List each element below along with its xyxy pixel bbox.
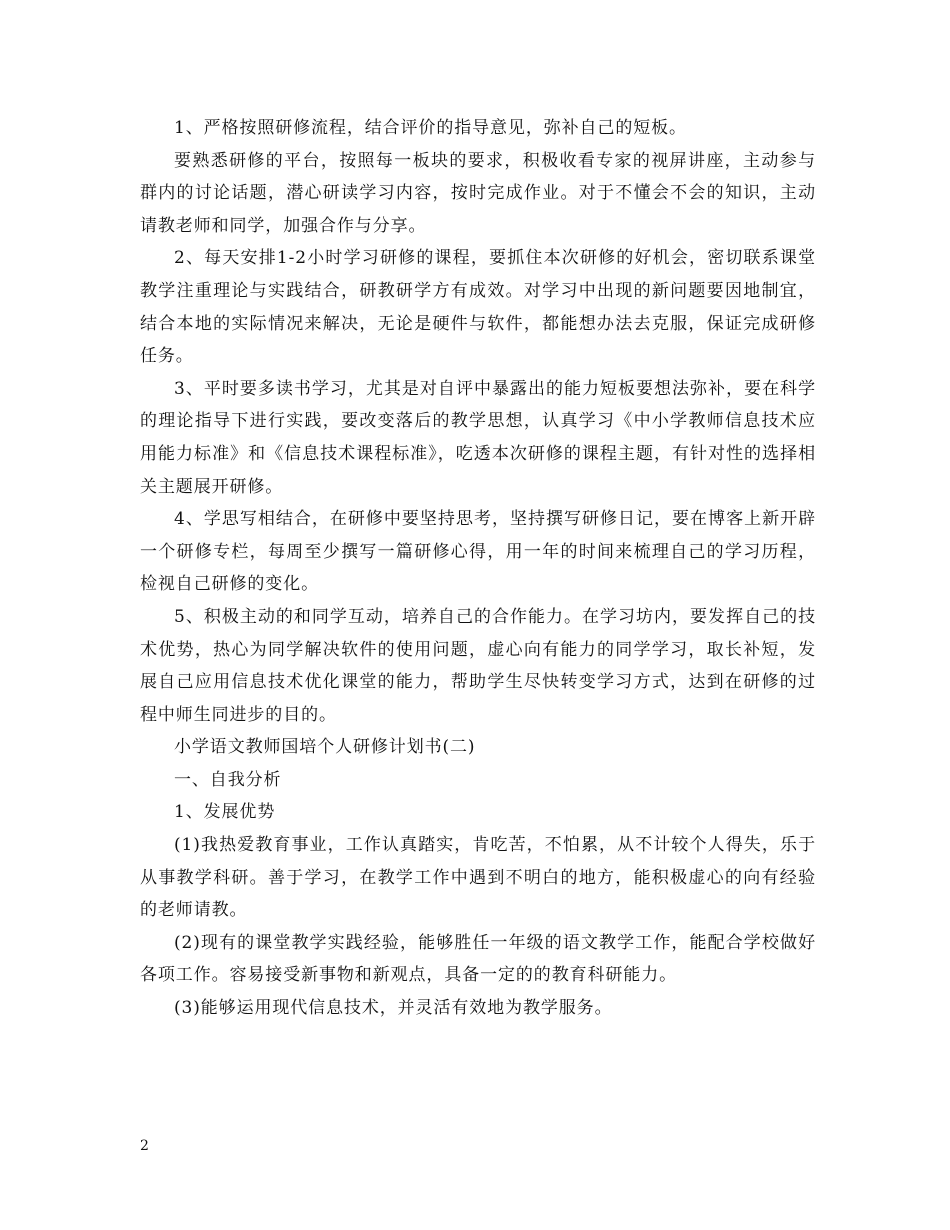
paragraph-study-process: 1、严格按照研修流程，结合评价的指导意见，弥补自己的短板。 [174, 118, 687, 138]
paragraph-reflection-writing: 4、学思写相结合，在研修中要坚持思考，坚持撰写研修日记，要在博客上新开辟一个研修专栏，每周至少撰写一篇研修心得，用一年的时间来梳理自己的学习历程，检视自己研修的变化。 [140, 509, 816, 595]
paragraph-platform-familiarity: 要熟悉研修的平台，按照每一板块的要求，积极收看专家的视屏讲座，主动参与群内的讨论话题，潜心研读学习内容，按时完成作业。对于不懂会不会的知识，主动请教老师和同学，加强合作与分享。 [140, 150, 816, 236]
paragraph-advantage-3: (3)能够运用现代信息技术，并灵活有效地为教学服务。 [174, 998, 613, 1019]
heading-development-advantages: 1、发展优势 [174, 802, 276, 823]
paragraph-reading-study: 3、平时要多读书学习，尤其是对自评中暴露出的能力短板要想法弥补，要在科学的理论指导下进行实践，要改变落后的教学思想，认真学习《中小学教师信息技术应用能力标准》和《信息技术课程标准》，吃透本次研修的课程主题，有针对性的选择相关主题展开研修。 [140, 378, 816, 497]
heading-self-analysis: 一、自我分析 [174, 769, 282, 790]
section-title: 小学语文教师国培个人研修计划书(二) [174, 737, 476, 758]
paragraph-daily-schedule: 2、每天安排1-2小时学习研修的课程，要抓住本次研修的好机会，密切联系课堂教学注重理论与实践结合，研教研学方有成效。对学习中出现的新问题要因地制宜，结合本地的实际情况来解决，无论是硬件与软件，都能想办法去克服，保证完成研修任务。 [140, 248, 816, 367]
document-body [140, 112, 816, 1025]
page-number: 2 [140, 1138, 149, 1154]
paragraph-peer-interaction: 5、积极主动的和同学互动，培养自己的合作能力。在学习坊内，要发挥自己的技术优势，热心为同学解决软件的使用问题，虚心向有能力的同学学习，取长补短，发展自己应用信息技术优化课堂的能力，帮助学生尽快转变学习方式，达到在研修的过程中师生同进步的目的。 [140, 606, 816, 725]
paragraph-advantage-1: (1)我热爱教育事业，工作认真踏实，肯吃苦，不怕累，从不计较个人得失，乐于从事教学科研。善于学习，在教学工作中遇到不明白的地方，能积极虚心的向有经验的老师请教。 [140, 835, 816, 921]
paragraph-advantage-2: (2)现有的课堂教学实践经验，能够胜任一年级的语文教学工作，能配合学校做好各项工作。容易接受新事物和新观点，具备一定的的教育科研能力。 [140, 932, 816, 986]
